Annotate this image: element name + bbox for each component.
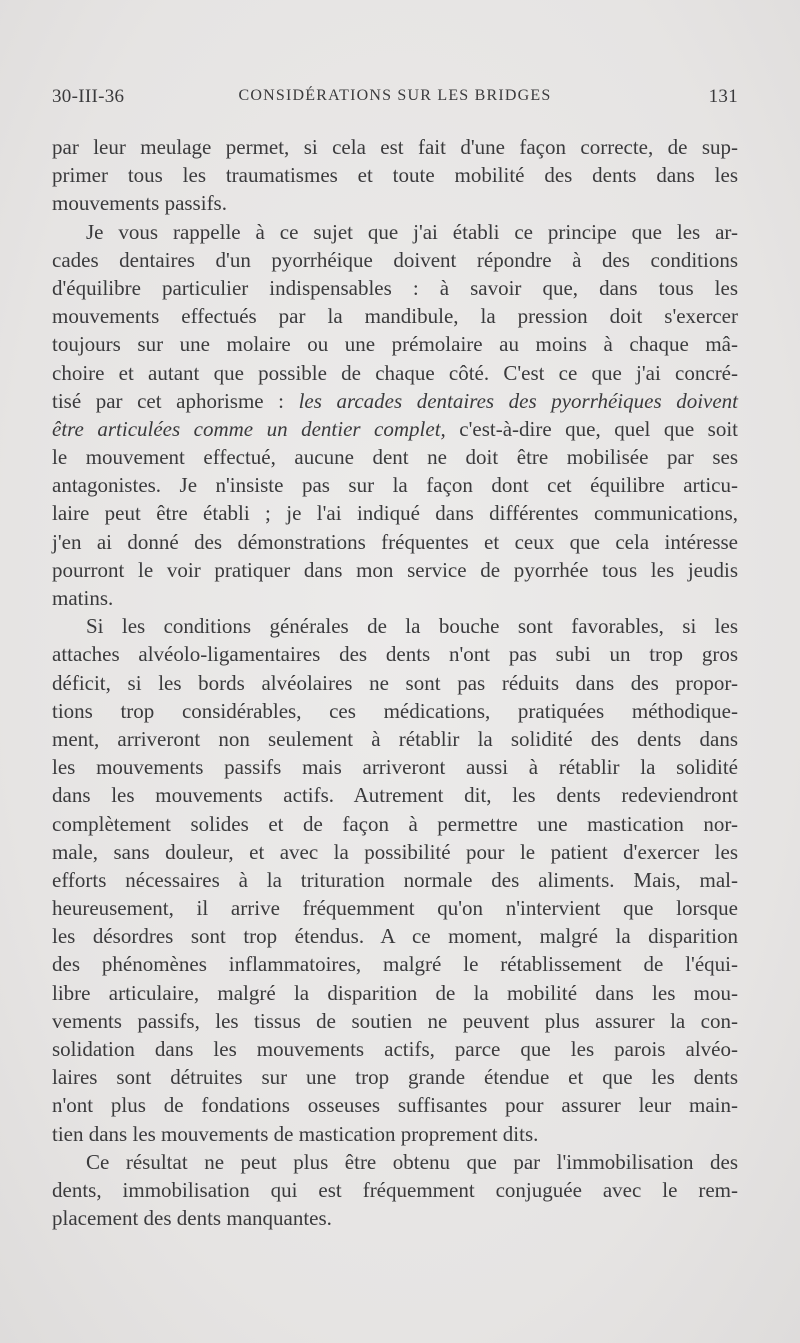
text-line: par leur meulage permet, si cela est fait d'une façon correcte, de sup- xyxy=(52,135,738,159)
text-line: des phénomènes inflammatoires, malgré le rétablissement de l'équi- xyxy=(52,952,738,977)
text-line: Je vous rappelle à ce sujet que j'ai établi ce principe que les ar- xyxy=(86,219,738,244)
text-line: les mouvements passifs mais arriveront aussi à rétablir la solidité xyxy=(52,755,738,780)
text-line: n'ont plus de fondations osseuses suffisantes pour assurer leur main- xyxy=(52,1093,738,1118)
chapter-title: CONSIDÉRATIONS SUR LES BRIDGES xyxy=(238,87,552,104)
text-line: vements passifs, les tissus de soutien ne peuvent plus assurer la con- xyxy=(52,1008,738,1033)
text-line: efforts nécessaires à la trituration normale des aliments. Mais, mal- xyxy=(52,867,738,892)
text-line: cades dentaires d'un pyorrhéique doivent répondre à des conditions xyxy=(52,247,738,272)
text-line: Ce résultat ne peut plus être obtenu que par l'immobilisation des xyxy=(86,1149,738,1174)
text-line: pourront le voir pratiquer dans mon service de pyorrhée tous les jeudis xyxy=(52,557,738,582)
text-line: laires sont détruites sur une trop grande étendue et que les dents xyxy=(52,1065,738,1090)
text-line: attaches alvéolo-ligamentaires des dents n'ont pas subi un trop gros xyxy=(52,642,738,667)
text-line: le mouvement effectué, aucune dent ne doit être mobilisée par ses xyxy=(52,445,738,470)
text-line: tions trop considérables, ces médications, pratiquées méthodique- xyxy=(52,698,738,723)
text-line: tien dans les mouvements de mastication proprement dits. xyxy=(52,1121,539,1146)
text-line: male, sans douleur, et avec la possibilité pour le patient d'exercer les xyxy=(52,839,738,864)
text-line: complètement solides et de façon à permettre une mastication nor- xyxy=(52,811,738,836)
text-line-with-italic xyxy=(52,415,738,443)
italic-aphorism-end: être articulées comme un dentier complet, xyxy=(52,416,446,441)
italic-aphorism: les arcades dentaires des pyorrhéiques doivent xyxy=(298,388,739,413)
text-fragment: tisé par cet aphorisme : xyxy=(52,388,299,413)
text-line: laire peut être établi ; je l'ai indiqué dans différentes communications, xyxy=(52,501,738,526)
text-line: j'en ai donné des démonstrations fréquentes et ceux que cela intéresse xyxy=(52,529,738,554)
text-line: libre articulaire, malgré la disparition de la mobilité dans les mou- xyxy=(52,980,738,1005)
text-line: toujours sur une molaire ou une prémolaire au moins à chaque mâ- xyxy=(52,332,738,357)
page-number: 131 xyxy=(708,86,738,107)
text-fragment: c'est-à-dire que, quel que soit xyxy=(445,416,738,441)
text-line: mouvements passifs. xyxy=(52,191,227,216)
text-line: ment, arriveront non seulement à rétablir la solidité des dents dans xyxy=(52,726,738,751)
text-line: primer tous les traumatismes et toute mobilité des dents dans les xyxy=(52,163,738,188)
text-line: solidation dans les mouvements actifs, parce que les parois alvéo- xyxy=(52,1037,738,1061)
text-line: les désordres sont trop étendus. A ce moment, malgré la disparition xyxy=(52,924,738,949)
text-line: dans les mouvements actifs. Autrement dit, les dents redeviendront xyxy=(52,783,738,808)
session-date: 30-III-36 xyxy=(52,86,125,107)
text-line: dents, immobilisation qui est fréquemment conjuguée avec le rem- xyxy=(52,1177,738,1202)
text-line: choire et autant que possible de chaque côté. C'est ce que j'ai concré- xyxy=(52,360,738,385)
text-line: mouvements effectués par la mandibule, la pression doit s'exercer xyxy=(52,304,738,329)
text-line: déficit, si les bords alvéolaires ne sont pas réduits dans des propor- xyxy=(52,670,738,695)
text-line: Si les conditions générales de la bouche sont favorables, si les xyxy=(86,614,738,639)
text-line: heureusement, il arrive fréquemment qu'on n'intervient que lorsque xyxy=(52,896,738,921)
text-line-with-italic xyxy=(52,387,738,415)
text-line: matins. xyxy=(52,586,114,610)
text-line: placement des dents manquantes. xyxy=(52,1206,332,1231)
running-head xyxy=(52,86,738,116)
body-text xyxy=(52,133,738,1232)
text-line: antagonistes. Je n'insiste pas sur la façon dont cet équilibre articu- xyxy=(52,473,738,498)
text-line: d'équilibre particulier indispensables : à savoir que, dans tous les xyxy=(52,275,738,300)
